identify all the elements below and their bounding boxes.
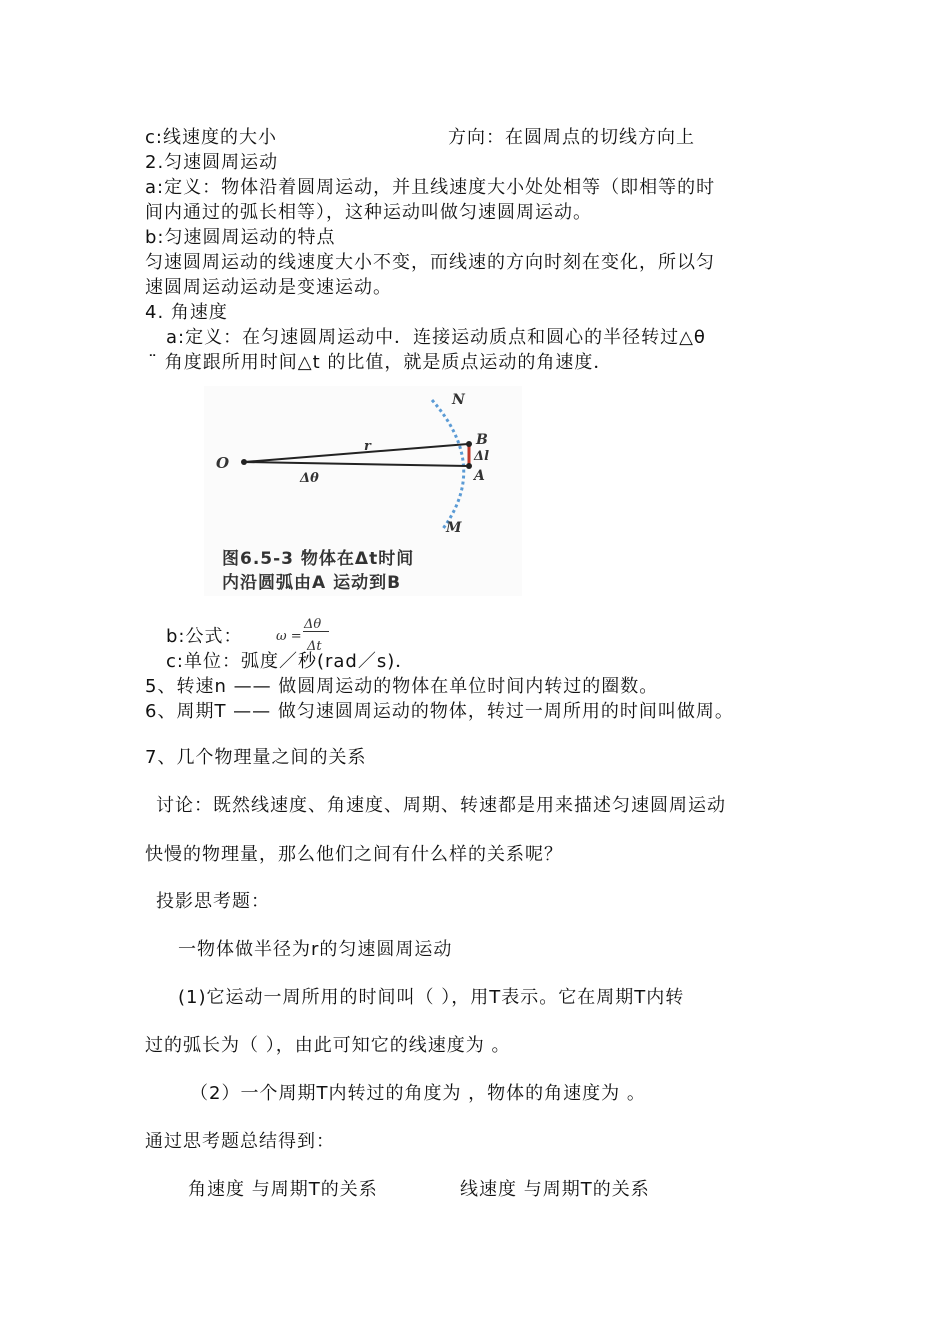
label-M: M — [446, 520, 462, 536]
figure-caption-line1: 图6.5-3 物体在Δt时间 — [222, 549, 415, 569]
center-O-dot — [241, 459, 247, 465]
text-line: 讨论：既然线速度、角速度、周期、转速都是用来描述匀速圆周运动 — [156, 795, 726, 816]
text-line: c:单位：弧度／秒(rad／s)． — [166, 651, 415, 672]
text-line: a:定义：物体沿着圆周运动，并且线速度大小处处相等（即相等的时 — [145, 177, 716, 198]
point-A-dot — [466, 463, 472, 469]
label-B: B — [476, 432, 488, 448]
text-line: 角速度 与周期T的关系 — [188, 1179, 378, 1200]
text-line: 方向：在圆周点的切线方向上 — [448, 127, 695, 148]
text-line: 匀速圆周运动的线速度大小不变，而线速的方向时刻在变化，所以匀 — [145, 252, 715, 273]
point-B-dot — [466, 441, 472, 447]
radius-OA — [244, 462, 468, 466]
label-O: O — [216, 454, 230, 472]
circular-motion-figure — [204, 386, 522, 596]
text-line: 过的弧长为（ ），由此可知它的线速度为 。 — [145, 1035, 511, 1056]
section-heading: 7、几个物理量之间的关系 — [145, 747, 367, 768]
text-line: （2）一个周期T内转过的角度为 ，物体的角速度为 。 — [190, 1083, 646, 1104]
text-line: 通过思考题总结得到： — [145, 1131, 335, 1152]
text-line: 投影思考题： — [156, 891, 270, 912]
text-line: 4. 角速度 — [145, 302, 228, 323]
label-N: N — [452, 392, 465, 408]
figure-svg — [204, 386, 522, 596]
text-line: ¨ 角度跟所用时间△t 的比值，就是质点运动的角速度． — [148, 352, 613, 373]
text-line: 速圆周运动运动是变速运动。 — [145, 277, 392, 298]
label-delta-l: Δl — [474, 449, 490, 464]
label-A: A — [474, 468, 485, 484]
text-line: 5、转速n —— 做圆周运动的物体在单位时间内转过的圈数。 — [145, 676, 659, 697]
formula-lhs: ω = — [276, 629, 302, 644]
angular-velocity-formula — [276, 612, 340, 652]
text-line: b:匀速圆周运动的特点 — [145, 227, 336, 248]
text-line: 2.匀速圆周运动 — [145, 152, 279, 173]
figure-caption-line2: 内沿圆弧由A 运动到B — [222, 573, 402, 593]
text-line: 一物体做半径为r的匀速圆周运动 — [178, 939, 453, 960]
label-delta-theta: Δθ — [300, 471, 319, 486]
formula-denominator: Δt — [307, 639, 322, 654]
formula-numerator: Δθ — [304, 617, 322, 632]
text-line: a:定义：在匀速圆周运动中．连接运动质点和圆心的半径转过△θ — [166, 327, 706, 348]
text-line: 间内通过的弧长相等），这种运动叫做匀速圆周运动。 — [145, 202, 592, 223]
text-line: b:公式： — [166, 626, 243, 647]
radius-OB — [244, 444, 468, 462]
text-line: c:线速度的大小 — [145, 127, 277, 148]
text-line: (1)它运动一周所用的时间叫（ ），用T表示。它在周期T内转 — [178, 987, 685, 1008]
text-line: 线速度 与周期T的关系 — [460, 1179, 650, 1200]
label-r: r — [364, 439, 371, 454]
text-line: 6、周期T —— 做匀速圆周运动的物体，转过一周所用的时间叫做周。 — [145, 701, 734, 722]
formula-fraction-bar — [303, 631, 329, 632]
text-line: 快慢的物理量，那么他们之间有什么样的关系呢？ — [145, 844, 563, 865]
